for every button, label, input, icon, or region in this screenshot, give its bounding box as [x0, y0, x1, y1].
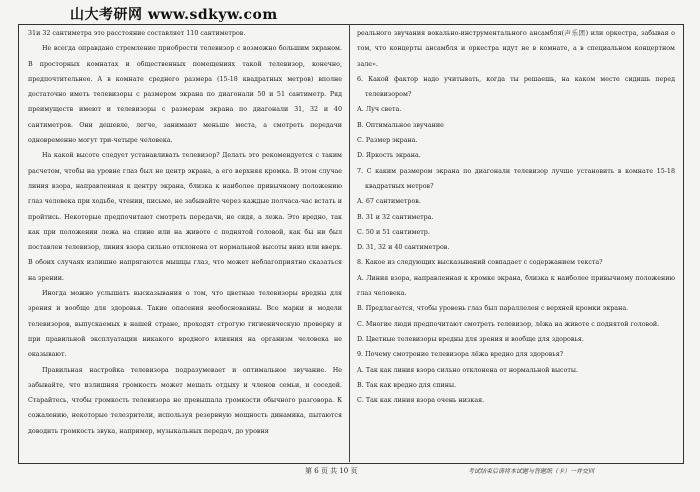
option: А. 67 сантиметров.	[357, 198, 421, 206]
paragraph: Не всегда оправдано стремление приобрести телевизор с возможно большим экраном. В просторных комнатах и общественных помещениях такой телевизор, конечно, предпочтительнее. А в комнате среднего размера (15-18 квадратных метров) вполне достаточно иметь телевизоры с размером экрана по диагонали 50 и 51 сантиметр. Ряд преимуществ имеют и телевизоры с размерам экрана по диагонали 31, 32 и 40 сантиметров. Они дешевле, легче, занимают меньше места, а смотреть передачи одновременно могут три-четыре человека.	[28, 45, 342, 145]
question-6: 6. Какой фактор надо учитывать, когда ты решаешь, на каком месте сидишь перед телевизором?	[357, 75, 675, 99]
page-number: 第 6 页 共 10 页	[305, 467, 358, 475]
option: D. Цветные телевизоры вредны для зрения и вообще для здоровья.	[357, 335, 584, 343]
option: D. 31, 32 и 40 сантиметров.	[357, 244, 450, 252]
left-column	[28, 26, 342, 439]
paragraph: На какой высоте следует устанавливать телевизор? Делать это рекомендуется с таким расчетом, чтобы на уровне глаз был не центр экрана, а его верхняя кромка. В этом случае линия взора, направленная к центру экрана, близка к наиболее привычному положению глаз человека при ходьбе, чтении, письме, не забывайте через каждые полчаса-час встать и пройтись. Некоторые предпочитают смотреть передачи, не сидя, а лежа. Это вредно, так как при положении лежа на спине или на животе с поднятой головой, как бы ни был поставлен телевизор, линия взора сильно отклонена от нормальной высоты вниз или вверх. В обоих случаях излишне напрягаются мышцы глаз, что может неблагоприятно сказаться на зрении.	[28, 152, 342, 282]
option: С. Размер экрана.	[357, 137, 418, 145]
option: А. Линия взора, направленная к кромке экрана, близка к наиболее привычному положению глаз человека.	[357, 274, 675, 298]
option: С. Многие люди предпочитают смотреть телевизор, лёжа на животе с поднятой головой.	[357, 320, 660, 328]
question-8: 8. Какое из следующих высказываний совпадает с содержанием текста?	[357, 259, 603, 267]
option: В. Предлагается, чтобы уровень глаз был параллелен с верхней кромки экрана.	[357, 305, 629, 313]
question-9: 9. Почему смотрение телевизора лёжа вредно для здоровья?	[357, 351, 564, 359]
option: С. 50 и 51 сантиметр.	[357, 228, 430, 236]
option: А. Луч света.	[357, 106, 402, 114]
right-column	[357, 26, 675, 408]
paragraph: 31и 32 сантиметра это расстояние составляет 110 сантиметров.	[28, 30, 246, 37]
option: А. Так как линия взора сильно отклонена от нормальной высоты.	[357, 366, 578, 374]
option: D. Яркость экрана.	[357, 152, 421, 160]
option: В. Оптимальное звучание	[357, 121, 444, 129]
paragraph: Правильная настройка телевизора подразумевает и оптимальное звучание. Не забывайте, что излишняя громкость может мешать отдыху и членов семьи, и соседей. Старайтесь, чтобы громкость телевизора не превышала громкости обычного разговора. К сожалению, некоторые телезрители, используя резервную мощность динамика, пытаются доводить громкость звука, например, музыкальных передач, до уровня	[28, 366, 342, 435]
passage-continuation: реального звучания вокально-инструментального ансамбля(声乐团) или оркестра, забывая о том, что концерты ансамбля и оркестра идут не в комнате, а в специальном концертном зале».	[357, 30, 675, 68]
option: С. Так как линия взора очень низкая.	[357, 397, 485, 405]
option: В. Так как вредно для спины.	[357, 381, 457, 389]
column-divider	[349, 24, 350, 462]
site-logo: 山大考研网 www.sdkyw.com	[70, 7, 278, 23]
footer-note: 考试结束后请将本试题与答题纸（卡）一并交回	[468, 468, 595, 475]
paragraph: Иногда можно услышать высказывания о том, что цветные телевизоры вредны для зрения и вообще для здоровья. Такие опасения необоснованны. Все марки и модели телевизоров, выпускаемых в нашей стране, проходят строгую гигиеническую проверку и при правильной эксплуатации никакого вредного влияния на организм человека не оказывают.	[28, 290, 342, 359]
question-7: 7. С каким размером экрана по диагонали телевизор лучше установить в комнате 15-18 квадратных метров?	[357, 167, 675, 190]
option: В. 31 и 32 сантиметра.	[357, 213, 434, 221]
